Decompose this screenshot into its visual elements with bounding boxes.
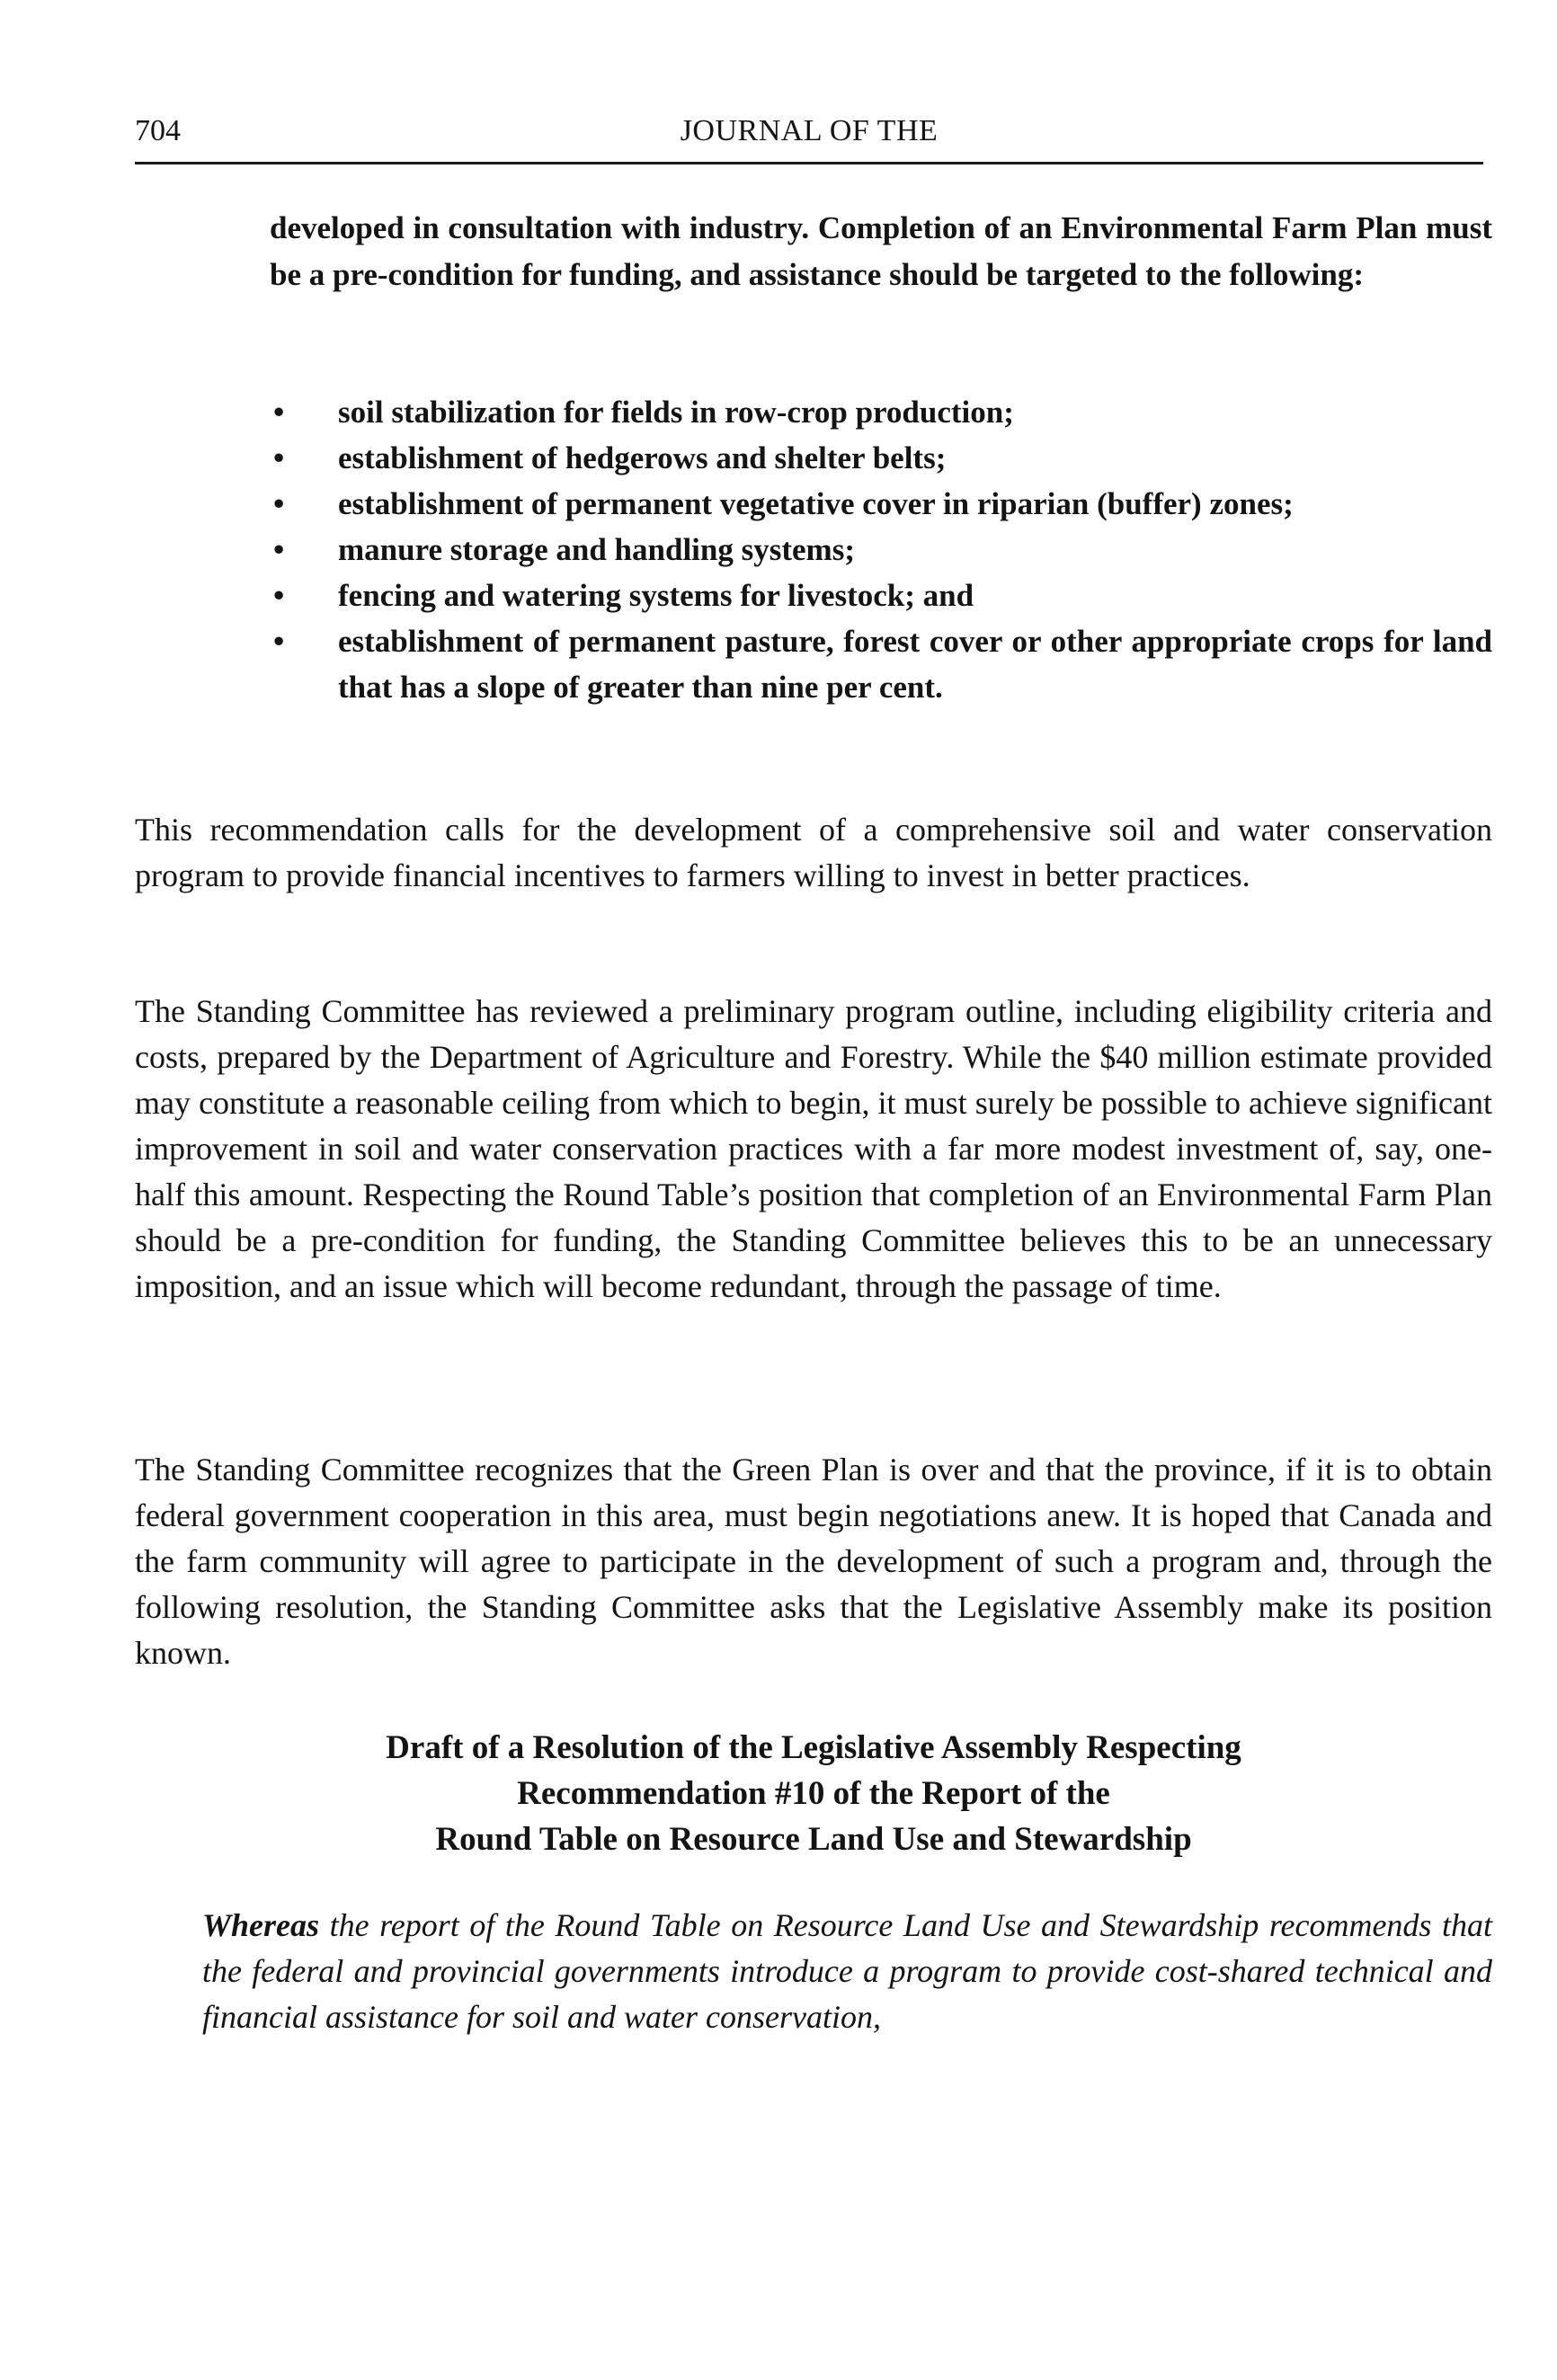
body-paragraph: The Standing Committee recognizes that the Green Plan is over and that the province, if it is to obtain federal government cooperation in this area, must begin negotiations anew. It is hoped that Canada and the farm community will agree to participate in the development of such a program and, through the following resolution, the Standing Committee asks that the Legislative Assembly make its position known. [135,1452,1492,1671]
list-item [270,435,1492,481]
intro-paragraph: developed in consultation with industry. Completion of an Environmental Farm Plan must be a pre-condition for funding, and assistance should be targeted to the following: [270,210,1492,292]
list-item [270,527,1492,573]
list-item-text: establishment of permanent vegetative cover in riparian (buffer) zones; [338,486,1294,521]
running-head: JOURNAL OF THE [680,114,939,147]
list-item-text: establishment of hedgerows and shelter belts; [338,440,947,475]
bullet-marker: • [273,395,285,430]
resolution-heading [135,1725,1492,1862]
list-item [270,389,1492,435]
body-paragraph: This recommendation calls for the development of a comprehensive soil and water conservation program to provide financial incentives to farmers willing to invest in better practices. [135,812,1492,893]
body-paragraph: The Standing Committee has reviewed a preliminary program outline, including eligibility criteria and costs, prepared by the Department of Agriculture and Forestry. While the $40 million estimate provided may constitute a reasonable ceiling from which to begin, it must surely be possible to achieve significant improvement in soil and water conservation practices with a far more modest investment of, say, one-half this amount. Respecting the Round Table’s position that completion of an Environmental Farm Plan should be a pre-condition for funding, the Standing Committee believes this to be an unnecessary imposition, and an issue which will become redundant, through the passage of time. [135,993,1492,1304]
list-item [270,481,1492,527]
list-item-text: manure storage and handling systems; [338,532,855,567]
bullet-list [270,389,1492,710]
list-item-text: soil stabilization for fields in row-crop production; [338,395,1014,430]
whereas-text: the report of the Round Table on Resource Land Use and Stewardship recommends that the federal and provincial governments introduce a program to provide cost-shared technical and financial assistance for soil and water conservation, [202,1907,1492,2035]
bullet-marker: • [273,440,285,475]
bullet-marker: • [273,486,285,521]
page-number: 704 [135,114,181,147]
page-header [135,111,1483,164]
resolution-heading-line: Recommendation #10 of the Report of the [517,1775,1110,1812]
resolution-heading-line: Draft of a Resolution of the Legislative Assembly Respecting [386,1729,1241,1766]
list-item-text: fencing and watering systems for livestock; and [338,578,974,613]
whereas-clause [202,1903,1492,2040]
list-item [270,618,1492,710]
resolution-heading-line: Round Table on Resource Land Use and Stewardship [435,1821,1192,1858]
list-item [270,573,1492,618]
bullet-marker: • [273,578,285,613]
whereas-lead: Whereas [202,1907,320,1943]
bullet-marker: • [273,624,285,659]
list-item-text: establishment of permanent pasture, forest cover or other appropriate crops for land that has a slope of greater than nine per cent. [338,624,1492,705]
bullet-marker: • [273,532,285,567]
